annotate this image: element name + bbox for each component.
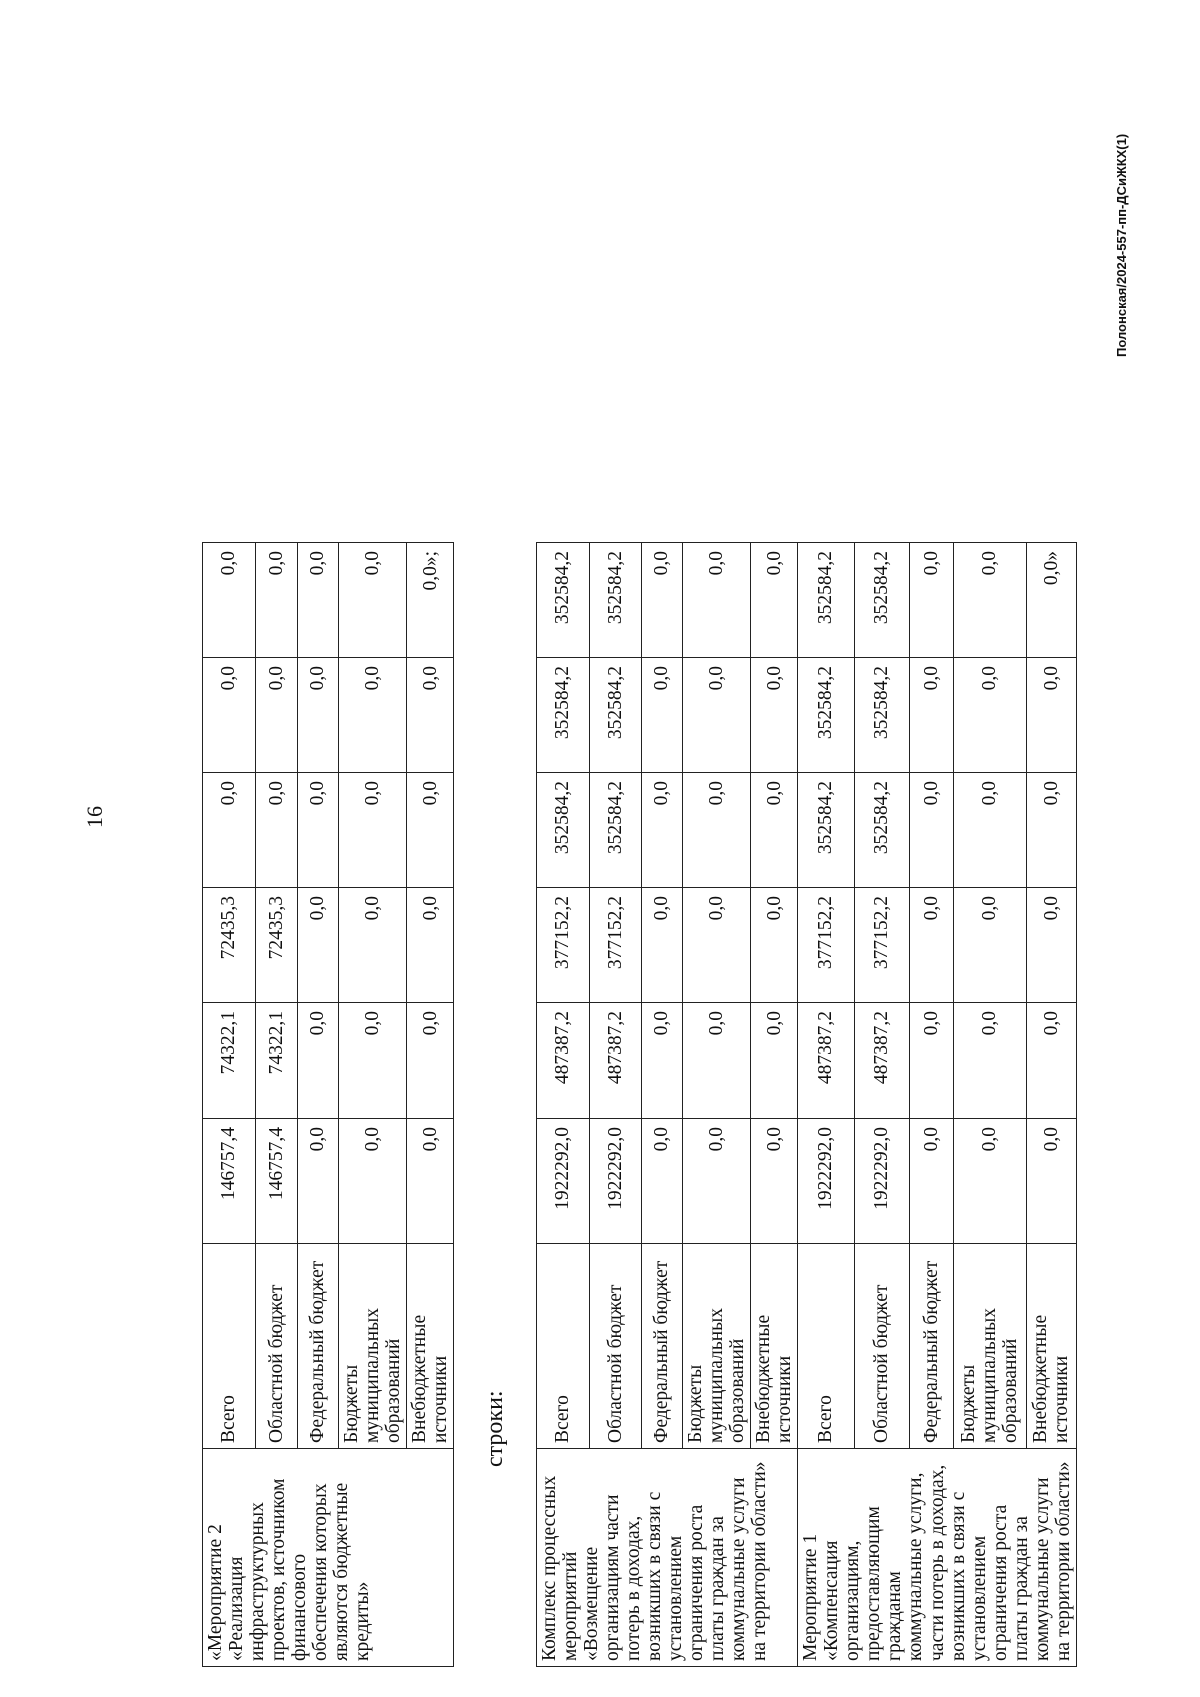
funding-source-cell: Бюджеты муниципальных образований [953, 1244, 1026, 1449]
funding-source-cell: Внебюджетные источники [1026, 1244, 1076, 1449]
amount-cell: 377152,2 [798, 888, 855, 1003]
amount-cell: 352584,2 [854, 543, 909, 658]
amount-cell: 352584,2 [537, 543, 590, 658]
amount-cell: 0,0 [339, 888, 407, 1003]
table-row [798, 543, 855, 1667]
amount-cell: 487387,2 [590, 1003, 642, 1119]
amount-cell: 0,0 [1026, 773, 1076, 888]
amount-cell: 0,0 [910, 1119, 954, 1244]
funding-source-cell: Областной бюджет [256, 1244, 298, 1449]
funding-source-cell: Внебюджетные источники [407, 1244, 454, 1449]
amount-cell: 1922292,0 [798, 1119, 855, 1244]
amount-cell: 0,0 [751, 543, 798, 658]
lead-text: строки: [482, 1390, 508, 1467]
amount-cell: 487387,2 [854, 1003, 909, 1119]
amount-cell: 0,0 [953, 1003, 1026, 1119]
amount-cell: 0,0 [407, 888, 454, 1003]
amount-cell: 1922292,0 [590, 1119, 642, 1244]
funding-source-cell: Областной бюджет [590, 1244, 642, 1449]
amount-cell: 352584,2 [798, 773, 855, 888]
page-number: 16 [82, 806, 107, 828]
amount-cell: 0,0 [407, 1119, 454, 1244]
amount-cell: 0,0 [910, 1003, 954, 1119]
amount-cell: 0,0 [683, 888, 751, 1003]
funding-source-cell: Федеральный бюджет [298, 1244, 339, 1449]
amount-cell: 0,0 [642, 543, 683, 658]
amount-cell: 0,0 [298, 543, 339, 658]
amount-cell: 146757,4 [256, 1119, 298, 1244]
amount-cell: 0,0 [203, 543, 256, 658]
funding-source-cell: Федеральный бюджет [642, 1244, 683, 1449]
amount-cell: 352584,2 [537, 773, 590, 888]
amount-cell: 352584,2 [854, 658, 909, 773]
amount-cell: 0,0 [910, 888, 954, 1003]
amount-cell: 0,0 [298, 658, 339, 773]
amount-cell: 0,0 [642, 1119, 683, 1244]
amount-cell: 0,0 [203, 773, 256, 888]
amount-cell: 0,0 [203, 658, 256, 773]
amount-cell: 0,0 [339, 1003, 407, 1119]
budget-table-bottom [536, 542, 1077, 1667]
amount-cell: 0,0 [751, 1003, 798, 1119]
amount-cell: 352584,2 [798, 658, 855, 773]
amount-cell: 0,0 [683, 773, 751, 888]
funding-source-cell: Всего [203, 1244, 256, 1449]
amount-cell: 487387,2 [798, 1003, 855, 1119]
funding-source-cell: Всего [537, 1244, 590, 1449]
amount-cell: 0,0 [910, 543, 954, 658]
amount-cell: 0,0 [407, 658, 454, 773]
amount-cell: 352584,2 [537, 658, 590, 773]
amount-cell: 74322,1 [256, 1003, 298, 1119]
amount-cell: 0,0 [953, 543, 1026, 658]
amount-cell: 352584,2 [590, 543, 642, 658]
funding-source-cell: Федеральный бюджет [910, 1244, 954, 1449]
funding-source-cell: Бюджеты муниципальных образований [683, 1244, 751, 1449]
amount-cell: 0,0 [953, 773, 1026, 888]
amount-cell: 0,0 [339, 773, 407, 888]
table-row [203, 543, 256, 1667]
funding-source-cell: Бюджеты муниципальных образований [339, 1244, 407, 1449]
amount-cell: 0,0 [751, 658, 798, 773]
amount-cell: 0,0 [683, 543, 751, 658]
amount-cell: 0,0 [339, 543, 407, 658]
amount-cell: 0,0 [683, 1119, 751, 1244]
amount-cell: 377152,2 [537, 888, 590, 1003]
amount-cell: 0,0 [339, 658, 407, 773]
amount-cell: 0,0 [953, 658, 1026, 773]
amount-cell: 0,0 [407, 1003, 454, 1119]
budget-table-top [202, 542, 454, 1667]
amount-cell: 352584,2 [854, 773, 909, 888]
amount-cell: 0,0 [642, 658, 683, 773]
funding-source-cell: Внебюджетные источники [751, 1244, 798, 1449]
amount-cell: 0,0 [683, 1003, 751, 1119]
amount-cell: 352584,2 [590, 658, 642, 773]
amount-cell: 72435,3 [256, 888, 298, 1003]
document-code: Полонская/2024-557-пп-ДСиЖКХ(1) [1114, 133, 1129, 357]
amount-cell: 0,0 [1026, 658, 1076, 773]
amount-cell: 74322,1 [203, 1003, 256, 1119]
amount-cell: 377152,2 [590, 888, 642, 1003]
amount-cell: 0,0 [298, 1119, 339, 1244]
amount-cell: 0,0»; [407, 543, 454, 658]
funding-source-cell: Областной бюджет [854, 1244, 909, 1449]
amount-cell: 487387,2 [537, 1003, 590, 1119]
amount-cell: 0,0 [298, 888, 339, 1003]
amount-cell: 0,0 [298, 1003, 339, 1119]
amount-cell: 0,0 [1026, 1003, 1076, 1119]
event-name-cell: Комплекс процессных мероприятий «Возмещение организациям части потерь в доходах, возникших в связи с установлением ограничения роста платы граждан за коммунальные услуги на территории области» [537, 1449, 798, 1667]
amount-cell: 0,0 [953, 888, 1026, 1003]
amount-cell: 0,0 [910, 773, 954, 888]
amount-cell: 0,0 [751, 888, 798, 1003]
amount-cell: 0,0 [256, 658, 298, 773]
amount-cell: 0,0 [256, 773, 298, 888]
amount-cell: 0,0 [751, 773, 798, 888]
amount-cell: 0,0» [1026, 543, 1076, 658]
amount-cell: 0,0 [910, 658, 954, 773]
amount-cell: 0,0 [407, 773, 454, 888]
amount-cell: 1922292,0 [854, 1119, 909, 1244]
amount-cell: 146757,4 [203, 1119, 256, 1244]
event-name-cell: «Мероприятие 2 «Реализация инфраструктурных проектов, источником финансового обеспечения которых являются бюджетные кредиты» [203, 1449, 454, 1667]
amount-cell: 352584,2 [590, 773, 642, 888]
event-name-cell: Мероприятие 1 «Компенсация организациям, предоставляющим гражданам коммунальные услуги, части потерь в доходах, возникших в связи с установлением ограничения роста платы граждан за коммунальные услуги на территории области» [798, 1449, 1077, 1667]
amount-cell: 0,0 [256, 543, 298, 658]
amount-cell: 0,0 [642, 1003, 683, 1119]
amount-cell: 72435,3 [203, 888, 256, 1003]
amount-cell: 0,0 [339, 1119, 407, 1244]
amount-cell: 0,0 [1026, 888, 1076, 1003]
amount-cell: 0,0 [751, 1119, 798, 1244]
amount-cell: 352584,2 [798, 543, 855, 658]
amount-cell: 0,0 [298, 773, 339, 888]
amount-cell: 0,0 [642, 773, 683, 888]
table-row [537, 543, 590, 1667]
amount-cell: 0,0 [683, 658, 751, 773]
funding-source-cell: Всего [798, 1244, 855, 1449]
amount-cell: 1922292,0 [537, 1119, 590, 1244]
amount-cell: 0,0 [1026, 1119, 1076, 1244]
amount-cell: 0,0 [642, 888, 683, 1003]
amount-cell: 0,0 [953, 1119, 1026, 1244]
amount-cell: 377152,2 [854, 888, 909, 1003]
